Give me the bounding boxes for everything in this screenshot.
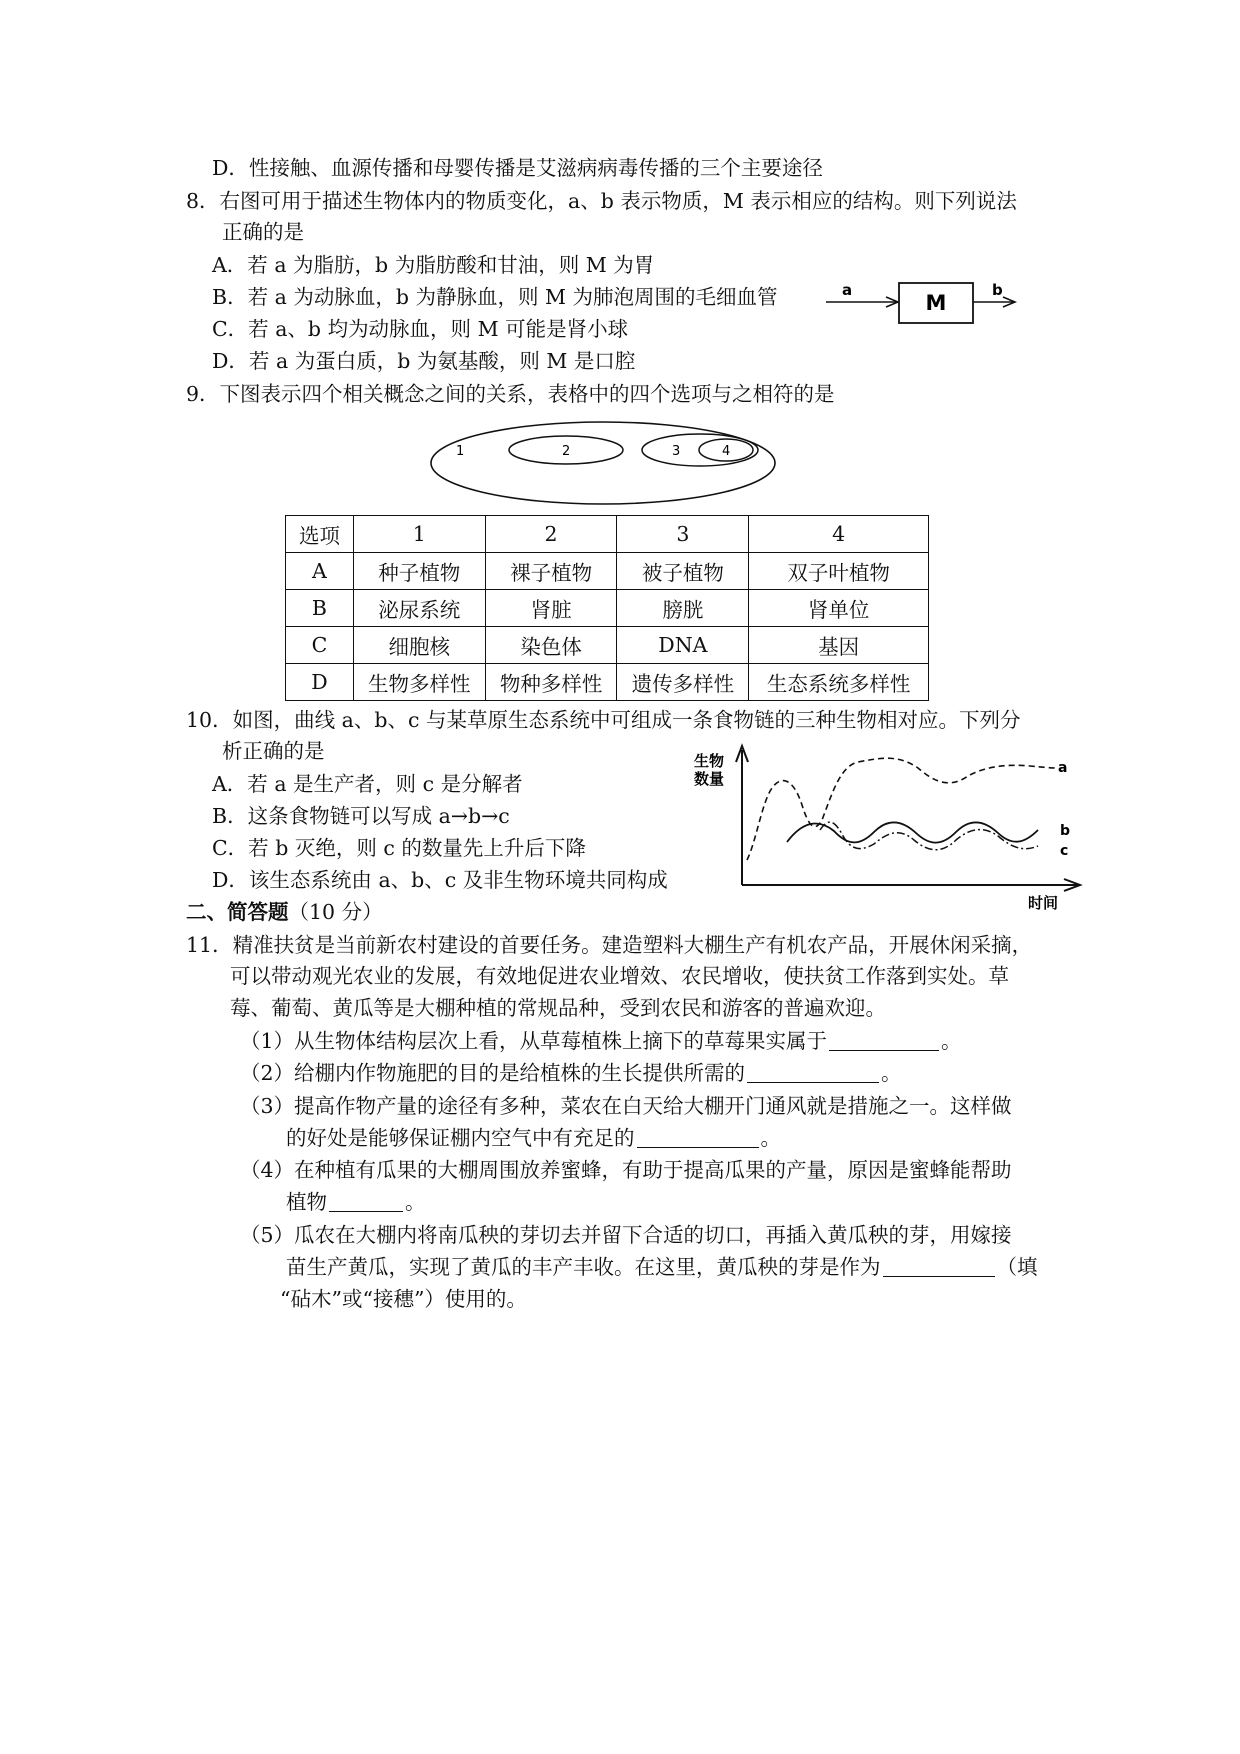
q8-flow-diagram: [820, 272, 1020, 332]
q11-part-3-end: 。: [760, 1126, 781, 1150]
table-header-cell: 选项: [286, 516, 354, 553]
table-row: [286, 590, 929, 627]
table-cell: B: [286, 590, 354, 627]
table-cell: A: [286, 553, 354, 590]
q11-part-5-end: “砧木”或“接穗”）使用的。: [280, 1287, 527, 1311]
q9-label-2: 2: [562, 444, 571, 459]
q11-part-3-cont: [286, 1128, 781, 1149]
q8-option-c: C．若 a、b 均为动脉血，则 M 可能是肾小球: [212, 317, 629, 341]
q11-part-4: （4）在种植有瓜果的大棚周围放养蜜蜂，有助于提高瓜果的产量，原因是蜜蜂能帮助: [240, 1158, 1012, 1182]
table-cell: 被子植物: [617, 553, 749, 590]
curve-label-a: a: [1058, 760, 1068, 776]
graph-ylabel-1: 生物: [694, 752, 725, 770]
q11-answer-blank-3[interactable]: [637, 1129, 759, 1148]
q10-option-b: B．这条食物链可以写成 a→b→c: [212, 804, 510, 828]
q8-option-b: B．若 a 为动脉血，b 为静脉血，则 M 为肺泡周围的毛细血管: [212, 285, 778, 309]
q11-part-5: （5）瓜农在大棚内将南瓜秧的芽切去并留下合适的切口，再插入黄瓜秧的芽，用嫁接: [240, 1223, 1012, 1247]
section-points: （10 分）: [288, 900, 383, 924]
q11-part-5-cont: [286, 1257, 1038, 1278]
q11-part-5-text: 苗生产黄瓜，实现了黄瓜的丰产丰收。在这里，黄瓜秧的芽是作为: [286, 1255, 881, 1279]
table-cell: D: [286, 664, 354, 701]
q11-stem-cont-2: 莓、葡萄、黄瓜等是大棚种植的常规品种，受到农民和游客的普遍欢迎。: [230, 996, 886, 1020]
table-cell: 细胞核: [353, 627, 485, 664]
curve-c: [820, 822, 1038, 850]
table-cell: 肾单位: [749, 590, 929, 627]
table-cell: 膀胱: [617, 590, 749, 627]
q9-options-table: [285, 515, 929, 701]
q11-answer-blank-2[interactable]: [747, 1064, 879, 1083]
q10-option-c: C．若 b 灭绝，则 c 的数量先上升后下降: [212, 836, 586, 860]
q8-label-a: a: [842, 281, 853, 299]
table-header-row: [286, 516, 929, 553]
q11-part-1-text: （1）从生物体结构层次上看，从草莓植株上摘下的草莓果实属于: [240, 1029, 828, 1053]
q11-stem-cont-1: 可以带动观光农业的发展，有效地促进农业增效、农民增收，使扶贫工作落到实处。草: [230, 964, 1009, 988]
table-header-cell: 2: [485, 516, 617, 553]
graph-ylabel-2: 数量: [694, 770, 725, 788]
table-row: [286, 664, 929, 701]
q7-option-d: D．性接触、血源传播和母婴传播是艾滋病病毒传播的三个主要途径: [212, 156, 823, 180]
q10-stem: 10．如图，曲线 a、b、c 与某草原生态系统中可组成一条食物链的三种生物相对应。下列分: [186, 708, 1021, 732]
q11-part-4-end: 。: [405, 1190, 426, 1214]
q11-part-4-cont: [286, 1192, 426, 1213]
table-cell: DNA: [617, 627, 749, 664]
q11-part-1: [240, 1031, 962, 1052]
table-cell: 物种多样性: [485, 664, 617, 701]
table-cell: 裸子植物: [485, 553, 617, 590]
table-header-cell: 4: [749, 516, 929, 553]
q11-part-2-end: 。: [881, 1061, 902, 1085]
q9-label-3: 3: [672, 444, 681, 459]
table-cell: 染色体: [485, 627, 617, 664]
q8-stem: 8．右图可用于描述生物体内的物质变化，a、b 表示物质，M 表示相应的结构。则下列说法: [186, 189, 1017, 213]
table-header-cell: 3: [617, 516, 749, 553]
table-cell: 泌尿系统: [353, 590, 485, 627]
q9-concept-diagram: [425, 415, 785, 515]
table-row: [286, 627, 929, 664]
table-cell: 肾脏: [485, 590, 617, 627]
table-header-cell: 1: [353, 516, 485, 553]
table-cell: 生态系统多样性: [749, 664, 929, 701]
table-cell: 遗传多样性: [617, 664, 749, 701]
q8-option-d: D．若 a 为蛋白质，b 为氨基酸，则 M 是口腔: [212, 349, 636, 373]
q11-stem: 11．精准扶贫是当前新农村建设的首要任务。建造塑料大棚生产有机农产品，开展休闲采摘，: [186, 933, 1033, 957]
q10-option-a: A．若 a 是生产者，则 c 是分解者: [212, 772, 523, 796]
q9-stem: 9．下图表示四个相关概念之间的关系，表格中的四个选项与之相符的是: [186, 382, 835, 406]
table-cell: 生物多样性: [353, 664, 485, 701]
q11-part-2-text: （2）给棚内作物施肥的目的是给植株的生长提供所需的: [240, 1061, 746, 1085]
section-title: 二、简答题: [186, 900, 289, 924]
section-heading: [186, 902, 383, 923]
table-cell: 种子植物: [353, 553, 485, 590]
q10-population-graph: [690, 740, 1090, 915]
q10-stem-cont: 析正确的是: [222, 739, 325, 763]
q8-label-b: b: [992, 281, 1003, 299]
q8-label-m: M: [925, 291, 947, 315]
q8-option-a: A．若 a 为脂肪，b 为脂肪酸和甘油，则 M 为胃: [212, 253, 655, 277]
q11-part-5-hint: （填: [996, 1255, 1038, 1279]
table-cell: 基因: [749, 627, 929, 664]
q11-part-1-end: 。: [941, 1029, 962, 1053]
q11-part-3: （3）提高作物产量的途径有多种，菜农在白天给大棚开门通风就是措施之一。这样做: [240, 1094, 1012, 1118]
q11-part-4-text: 植物: [286, 1190, 327, 1214]
q11-answer-blank-5[interactable]: [883, 1258, 995, 1277]
table-row: [286, 553, 929, 590]
q10-option-d: D．该生态系统由 a、b、c 及非生物环境共同构成: [212, 868, 668, 892]
q11-part-3-text: 的好处是能够保证棚内空气中有充足的: [286, 1126, 635, 1150]
table-cell: C: [286, 627, 354, 664]
table-cell: 双子叶植物: [749, 553, 929, 590]
curve-label-c: c: [1060, 843, 1069, 859]
q8-stem-cont: 正确的是: [222, 220, 304, 244]
curve-label-b: b: [1060, 823, 1071, 839]
curve-a: [747, 758, 1056, 860]
q9-label-1: 1: [456, 444, 465, 459]
q9-label-4: 4: [722, 444, 731, 459]
q11-part-2: [240, 1063, 902, 1084]
q11-answer-blank-1[interactable]: [829, 1032, 939, 1051]
q11-answer-blank-4[interactable]: [329, 1193, 403, 1212]
graph-xlabel: 时间: [1028, 894, 1059, 912]
